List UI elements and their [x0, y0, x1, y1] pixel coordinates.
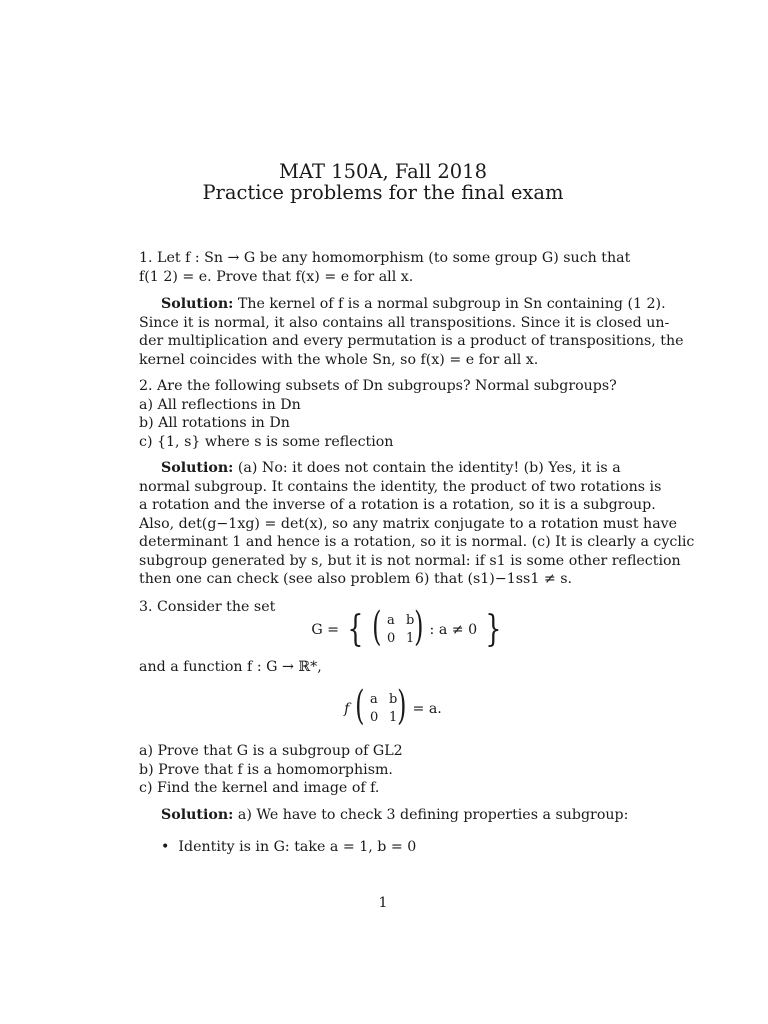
left-brace: { — [347, 609, 364, 650]
text-line: subgroup generated by s, but it is not normal: if s1 is some other reflection — [139, 552, 681, 569]
matrix-entry: 0 — [387, 631, 396, 646]
matrix-entry: a — [369, 692, 378, 707]
function-name: f — [344, 700, 350, 717]
problem-3-parts — [139, 742, 627, 798]
text-line: 1. Let f : Sn → G be any homomorphism (to some group G) such that — [139, 250, 631, 266]
list-item: b) Prove that f is a homomorphism. — [139, 761, 393, 778]
text-line: normal subgroup. It contains the identity, the product of two rotations is — [139, 478, 662, 495]
text-line: kernel coincides with the whole Sn, so f(x) = e for all x. — [139, 351, 539, 368]
list-item: c) Find the kernel and image of f. — [139, 780, 380, 796]
text-line: f(1 2) = e. Prove that f(x) = e for all x. — [139, 268, 414, 285]
set-lhs: G = — [311, 621, 340, 638]
matrix: ( a b 0 1 ) — [372, 604, 424, 650]
matrix-entry: b — [406, 613, 415, 628]
text-line: The kernel of f is a normal subgroup in Sn containing (1 2). — [233, 296, 666, 312]
list-item: a) All reflections in Dn — [139, 396, 301, 413]
function-formula — [139, 683, 627, 729]
problem-3-solution — [139, 806, 627, 825]
right-brace: } — [485, 609, 502, 650]
matrix-entry: b — [388, 692, 398, 707]
problem-1-solution — [139, 295, 684, 369]
page-number: 1 — [378, 895, 388, 911]
text-line: Also, det(g−1xg) = det(x), so any matrix conjugate to a rotation must have — [139, 515, 678, 532]
doc-title: MAT 150A, Fall 2018 — [278, 160, 488, 183]
text-line: determinant 1 and hence is a rotation, so it is normal. (c) It is clearly a cyclic — [139, 534, 695, 550]
text-line: Since it is normal, it also contains all transpositions. Since it is closed un- — [139, 314, 670, 331]
matrix-entry: 0 — [369, 710, 379, 725]
text-line: 3. Consider the set — [139, 599, 276, 615]
problem-2-solution — [139, 459, 695, 589]
bullet-item — [139, 838, 627, 857]
list-item: a) Prove that G is a subgroup of GL2 — [139, 743, 403, 759]
list-item: c) {1, s} where s is some reflection — [139, 433, 394, 450]
text-line: Identity is in G: take a = 1, b = 0 — [178, 839, 417, 855]
matrix: ( a b 0 1 ) — [355, 683, 407, 729]
text-line: 2. Are the following subsets of Dn subgroups? Normal subgroups? — [139, 378, 617, 394]
bullet-icon: • — [161, 839, 170, 855]
solution-label: Solution: — [161, 460, 234, 476]
text-line: der multiplication and every permutation is a product of transpositions, the — [139, 333, 684, 349]
set-condition: : a ≠ 0 — [429, 621, 478, 638]
text-line: then one can check (see also problem 6) that (s1)−1ss1 ≠ s. — [139, 571, 573, 587]
problem-2-statement — [139, 377, 627, 451]
matrix-entry: 1 — [388, 710, 398, 725]
function-value: = a. — [412, 700, 442, 717]
problem-1-statement — [139, 249, 631, 286]
matrix-entry: a — [387, 613, 395, 628]
solution-label: Solution: — [161, 296, 234, 312]
text-line: a) We have to check 3 defining properties a subgroup: — [233, 807, 629, 823]
function-definition — [139, 658, 627, 677]
matrix-entry: 1 — [406, 631, 415, 646]
text-line: and a function f : G → ℝ*, — [139, 659, 322, 675]
doc-subtitle: Practice problems for the final exam — [202, 181, 564, 204]
list-item: b) All rotations in Dn — [139, 415, 290, 431]
text-line: a rotation and the inverse of a rotation is a rotation, so it is a subgroup. — [139, 497, 656, 513]
text-line: (a) No: it does not contain the identity! (b) Yes, it is a — [233, 460, 621, 476]
solution-label: Solution: — [161, 807, 234, 823]
